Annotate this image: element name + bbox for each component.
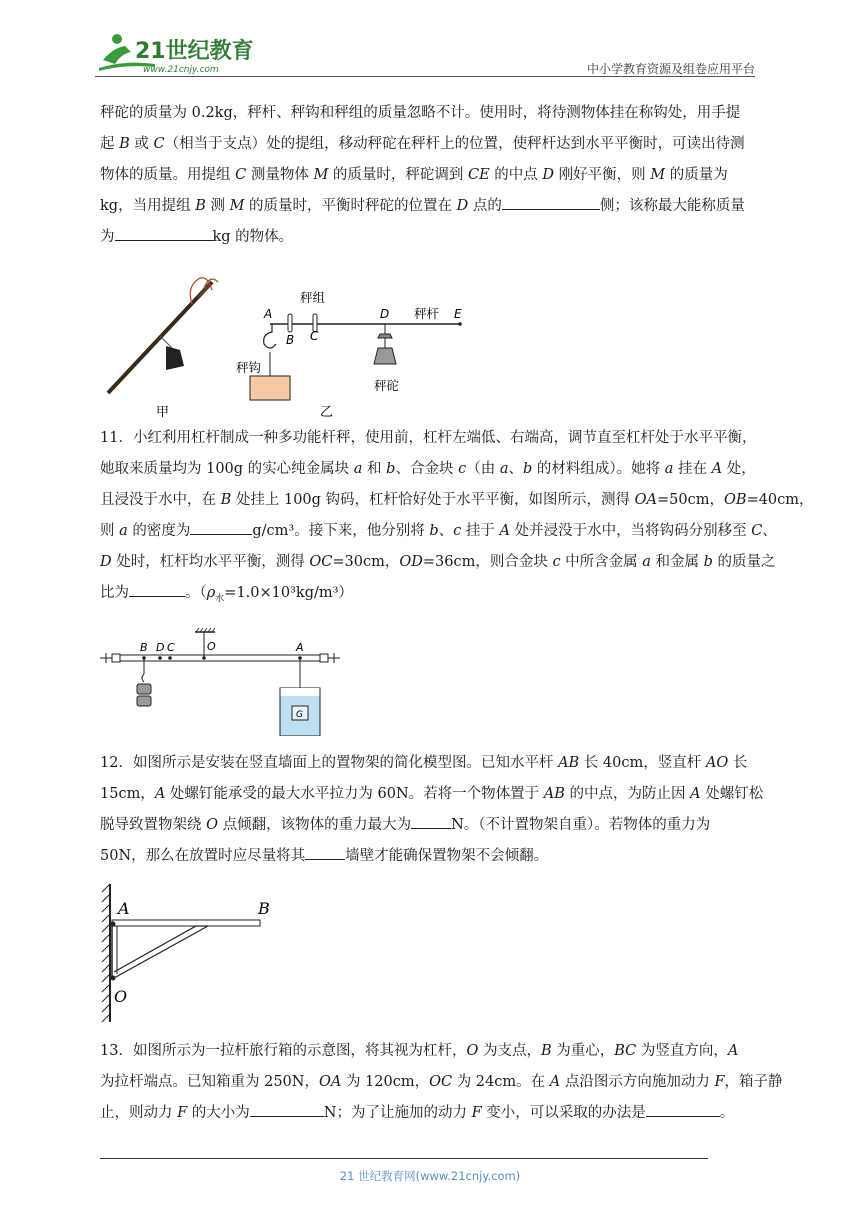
footer-divider [100,1158,708,1159]
logo-icon [95,30,265,76]
answer-blank[interactable] [129,582,185,597]
label-chenggou: 秤钩 [236,360,262,375]
q12-text [100,748,764,872]
answer-blank[interactable] [305,845,345,860]
q10-line-2: 起 B 或 C（相当于支点）处的提组，移动秤砣在秤杆上的位置，使秤杆达到水平平衡时，可读出待测 [100,136,745,152]
label-C: C [167,641,175,654]
q13-text [100,1036,783,1129]
q12-line-2: 15cm，A 处螺钉能承受的最大水平拉力为 60N。若将一个物体置于 AB 的中点，为防止因 A 处螺钉松 [100,786,764,802]
label-A: A [264,307,273,321]
label-A: A [296,641,304,654]
label-B: B [286,333,295,347]
label-B: B [258,899,270,918]
answer-blank[interactable] [646,1102,720,1117]
q13-line-2: 为拉杆端点。已知箱重为 250N，OA 为 120cm，OC 为 24cm。在 A 点沿图示方向施加动力 F，箱子静 [100,1074,783,1090]
answer-blank[interactable] [502,195,600,210]
q10-line-5: 为 kg 的物体。 [100,222,760,253]
label-O: O [114,987,128,1006]
label-chenggan: 秤杆 [414,306,440,321]
label-jia: 甲 [156,405,170,418]
q10-line-1: 秤砣的质量为 0.2kg，秤杆、秤钩和秤组的质量忽略不计。使用时，将待测物体挂在称钩处，用手提 [100,105,741,121]
q12-figure [100,882,280,1024]
label-D: D [156,641,165,654]
label-A: A [118,899,130,918]
answer-blank[interactable] [115,226,213,241]
label-yi: 乙 [320,405,334,418]
q12-line-3: 脱导致置物架绕 O 点倾翻，该物体的重力最大为 N。（不计置物架自重）。若物体的重力为 [100,810,760,841]
steelyard-diagram [236,290,462,418]
q10-line-4: kg，当用提组 B 测 M 的质量时，平衡时秤砣的位置在 D 点的 侧；该称最大能称质量 [100,191,760,222]
label-E: E [454,307,462,321]
label-B: B [140,641,148,654]
answer-blank[interactable] [411,814,451,829]
q11-text [100,423,814,615]
answer-blank[interactable] [250,1102,324,1117]
q13-line-3: 止，则动力 F 的大小为 N；为了让施加的动力 F 变小，可以采取的办法是 。 [100,1098,760,1129]
q12-line-1: 12．如图所示是安装在竖直墙面上的置物架的简化模型图。已知水平杆 AB 长 40cm，竖直杆 AO 长 [100,755,748,771]
q11-line-5: D 处时，杠杆均水平平衡，测得 OC=30cm，OD=36cm，则合金块 c 中所含金属 a 和金属 b 的质量之 [100,554,776,570]
q10-text [100,98,760,253]
logo-url: www.21cnjy.com [143,65,219,75]
q11-figure [100,626,350,736]
header-divider [95,76,755,77]
q10-figure [100,268,480,418]
label-chengzu: 秤组 [300,290,326,305]
page-header [95,30,755,78]
q12-line-4: 50N，那么在放置时应尽量将其 墙壁才能确保置物架不会倾翻。 [100,841,760,872]
q11-line-1: 11．小红利用杠杆制成一种多功能杆秤，使用前，杠杆左端低、右端高，调节直至杠杆处于水平平衡， [100,430,757,446]
q11-line-2: 她取来质量均为 100g 的实心纯金属块 a 和 b、合金块 c（由 a、b 的材料组成）。她将 a 挂在 A 处， [100,461,756,477]
label-O: O [207,640,216,653]
steelyard-photo [108,278,218,418]
footer-link[interactable]: 21 世纪教育网(www.21cnjy.com) [339,1169,521,1183]
answer-blank[interactable] [190,520,252,535]
label-chengtuo: 秤砣 [374,378,400,393]
q10-line-3: 物体的质量。用提组 C 测量物体 M 的质量时，秤砣调到 CE 的中点 D 刚好平衡，则 M 的质量为 [100,167,728,183]
platform-name: 中小学教育资源及组卷应用平台 [586,62,755,76]
label-G: G [296,710,303,720]
logo-text: 21世纪教育 [135,39,254,64]
q11-line-4: 则 a 的密度为 g/cm³。接下来，他分别将 b、c 挂于 A 处并浸没于水中，当将钩码分别移至 C、 [100,516,760,547]
q13-line-1: 13．如图所示为一拉杆旅行箱的示意图，将其视为杠杆，O 为支点，B 为重心，BC 为竖直方向，A [100,1043,739,1059]
label-D: D [380,307,390,321]
label-C: C [310,329,319,343]
q11-line-3: 且浸没于水中，在 B 处挂上 100g 钩码，杠杆恰好处于水平平衡，如图所示，测得 OA=50cm，OB=40cm， [100,492,814,508]
q11-line-6: 比为 。$(\rho_水=1.0\times 10^3kg/m^3)$ [100,578,760,615]
